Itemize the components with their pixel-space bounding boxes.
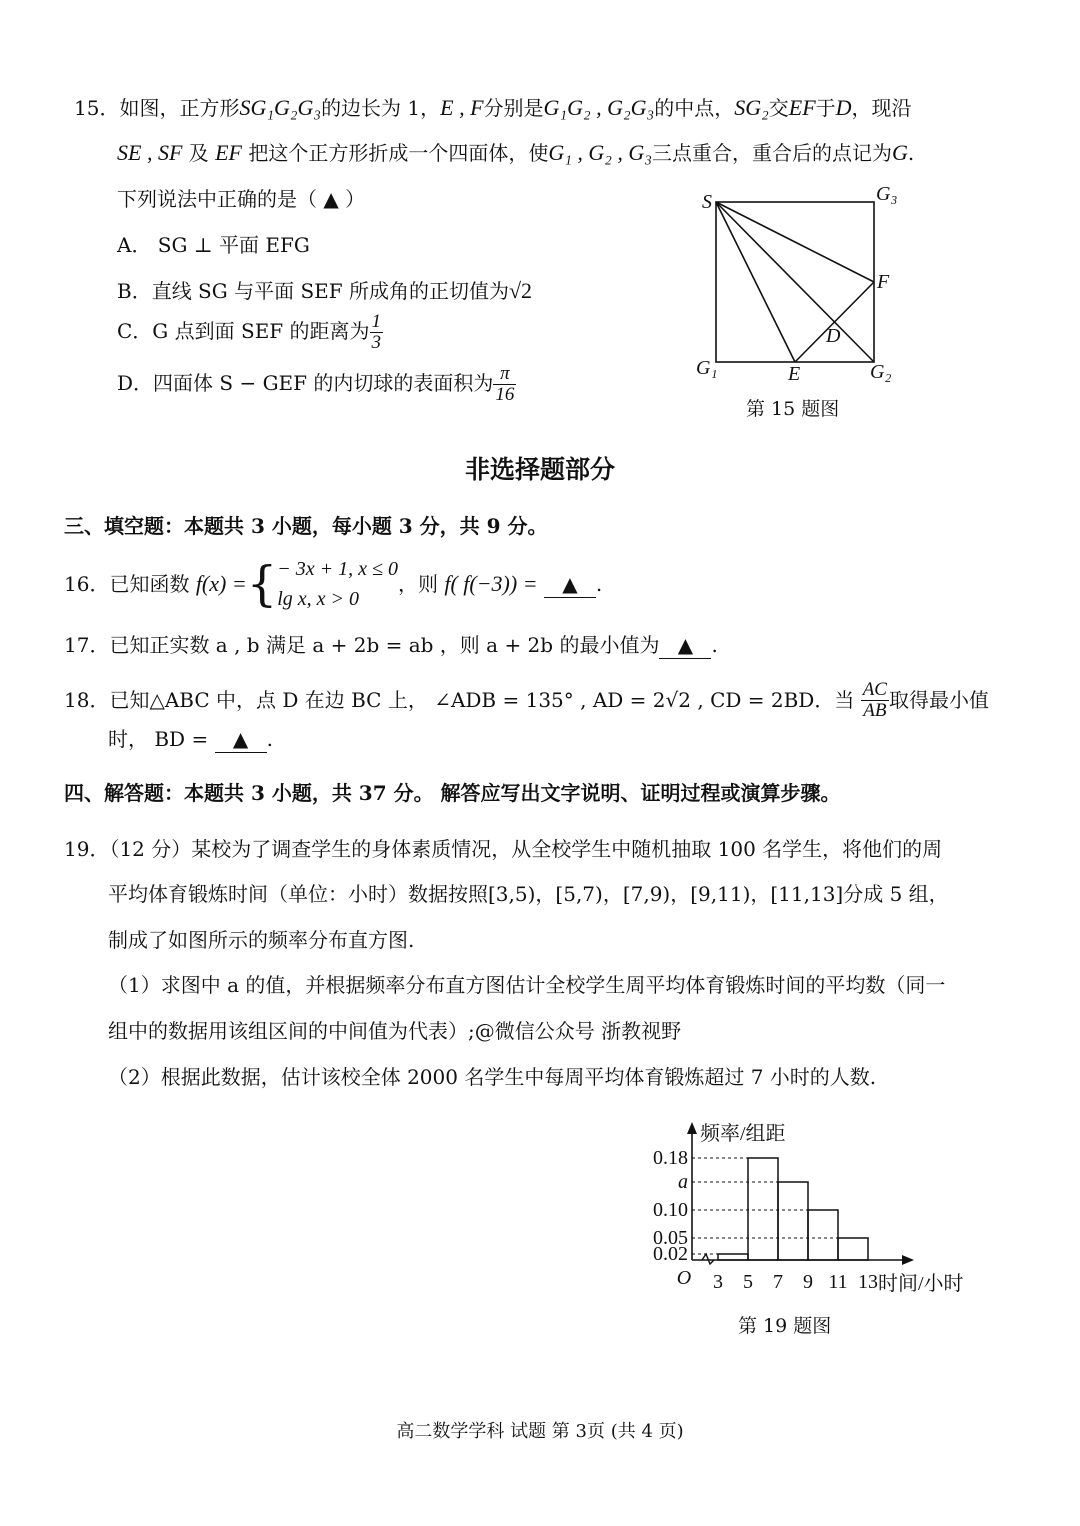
q19-part2: （2）根据此数据，估计该校全体 2000 名学生中每周平均体育锻炼超过 7 小时的人数.	[108, 1065, 877, 1089]
q18-line1: 18． 已知△ABC 中，点 D 在边 BC 上， ∠ADB = 135° , AD = 2√2 , CD = 2BD．当 $\frac{AC}{AB}$ 取得最小值	[64, 678, 989, 721]
q19-part1-line1: （1）求图中 a 的值，并根据频率分布直方图估计全校学生周平均体育锻炼时间的平均数（同一	[108, 973, 946, 997]
histogram-bar	[718, 1254, 748, 1260]
q15-option-d: D．四面体 S − GEF 的内切球的表面积为 $\frac{\pi}{16}$	[117, 363, 515, 405]
label-e: E	[788, 363, 801, 385]
x-axis-arrow-icon	[902, 1255, 914, 1265]
x-tick-label: 3	[713, 1271, 723, 1293]
q17: 17．已知正实数 a , b 满足 a + 2b = ab ，则 a + 2b 的最小值为 ▲ .	[64, 633, 718, 657]
segment-se	[716, 202, 795, 362]
page-footer: 高二数学学科 试题 第 3页 (共 4 页)	[396, 1421, 684, 1442]
q16-answer-blank[interactable]: ▲	[544, 571, 596, 598]
q19-histogram	[630, 1112, 990, 1312]
q15-line2: SE , SF 及 EF 把这个正方形折成一个四面体，使G₁ , G₂ , G₃三点重合，重合后的点记为G.	[117, 140, 915, 165]
section-3-heading: 三、填空题：本题共 3 小题，每小题 3 分，共 9 分。	[64, 514, 548, 538]
y-tick-label: a	[678, 1171, 688, 1193]
label-g1: G₁	[696, 357, 718, 379]
histogram-bar	[748, 1158, 778, 1260]
q15-option-c: C．G 点到面 SEF 的距离为 $\frac{1}{3}$	[117, 311, 382, 353]
label-d: D	[826, 325, 841, 347]
y-tick-label: 0.10	[653, 1199, 688, 1221]
q19-line3: 制成了如图所示的频率分布直方图.	[108, 928, 415, 952]
q15-line3: 下列说法中正确的是（ ▲ ）	[117, 187, 366, 211]
x-axis-label: 时间/小时	[878, 1273, 964, 1295]
y-tick-label: 0.18	[653, 1147, 688, 1169]
x-tick-label: 5	[743, 1271, 753, 1293]
q19-line1: 19．（12 分）某校为了调查学生的身体素质情况，从全校学生中随机抽取 100 名学生，将他们的周	[64, 837, 943, 861]
y-axis-arrow-icon	[687, 1122, 697, 1134]
q19-line2: 平均体育锻炼时间（单位：小时）数据按照[3,5)，[5,7)，[7,9)，[9,11)，[11,13]分成 5 组，	[108, 882, 949, 906]
brace-icon: {	[246, 556, 278, 612]
y-tick-label: 0.02	[653, 1243, 688, 1265]
q18-line2: 时， BD = ▲ .	[108, 727, 273, 751]
x-tick-label: 13	[858, 1271, 878, 1293]
q18-answer-blank[interactable]: ▲	[215, 726, 267, 753]
segment-sf	[716, 202, 874, 282]
q15-option-a: A． SG ⊥ 平面 EFG	[117, 233, 310, 257]
q16: 16． 已知函数 f(x) = { − 3x + 1, x ≤ 0 lg x, x > 0 ，则 f( f(−3)) = ▲ .	[64, 556, 603, 612]
q15-figure	[690, 180, 910, 392]
histogram-bar	[838, 1238, 868, 1260]
label-g3: G₃	[876, 183, 898, 205]
section-title: 非选择题部分	[464, 455, 615, 484]
segment-sg2	[716, 202, 874, 362]
q19-figure-caption: 第 19 题图	[738, 1315, 832, 1337]
q17-answer-blank[interactable]: ▲	[659, 632, 711, 659]
y-tick-label: 0.05	[653, 1227, 688, 1249]
y-axis-label: 频率/组距	[700, 1123, 786, 1145]
x-tick-label: 7	[773, 1271, 783, 1293]
section-4-heading: 四、解答题：本题共 3 小题，共 37 分。 解答应写出文字说明、证明过程或演算步骤。	[64, 781, 841, 805]
q15-figure-caption: 第 15 题图	[746, 398, 840, 420]
axis-break-icon	[702, 1254, 714, 1264]
q19-part1-line2: 组中的数据用该组区间的中间值为代表）;@微信公众号 浙教视野	[108, 1019, 682, 1043]
x-tick-label: 9	[803, 1271, 813, 1293]
q15-option-b: B．直线 SG 与平面 SEF 所成角的正切值为√2	[117, 278, 533, 303]
x-tick-label: 11	[828, 1271, 848, 1293]
label-g2: G₂	[870, 361, 892, 383]
label-f: F	[877, 271, 890, 293]
histogram-bar	[778, 1182, 808, 1260]
q15-line1: 15．如图，正方形SG₁G₂G₃的边长为 1，E , F分别是G₁G₂ , G₂G₃的中点，SG₂交EF于D，现沿	[74, 95, 912, 120]
origin-label: O	[676, 1267, 692, 1289]
label-s: S	[702, 191, 712, 213]
histogram-bar	[808, 1210, 838, 1260]
